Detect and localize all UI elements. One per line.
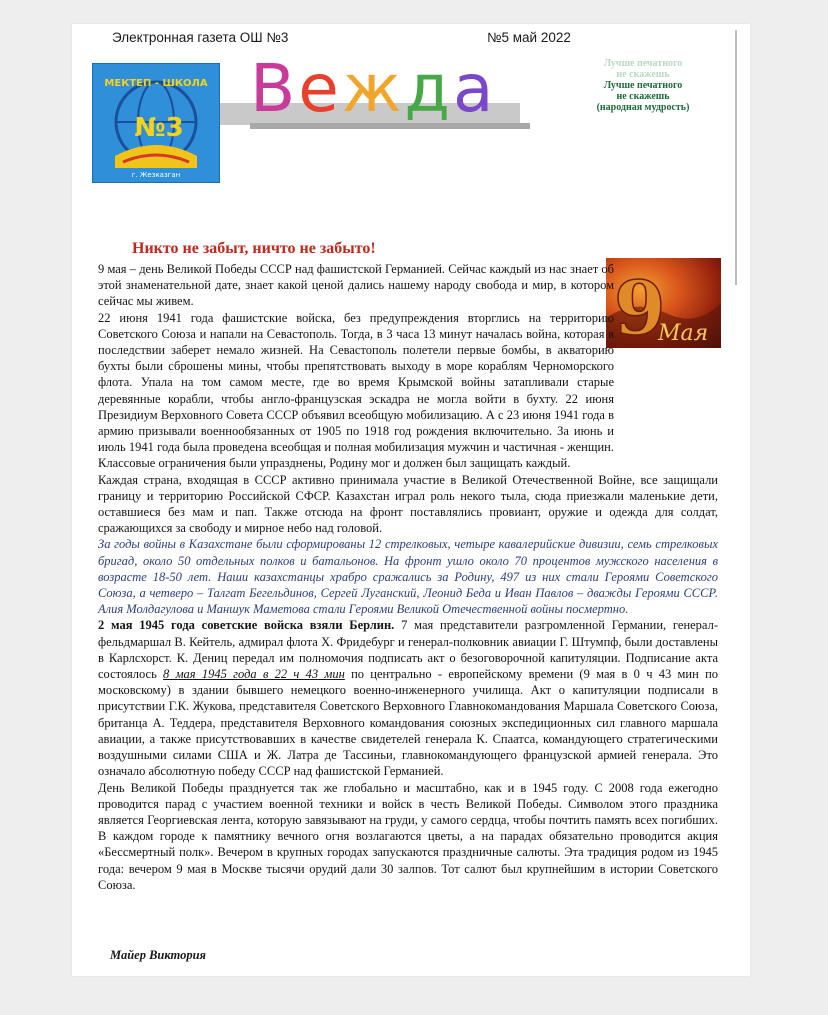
berlin-text-a: 7 мая представители разгромленной Германии, генерал-фельдмаршал В. Кейтель, адмирал флота Х. Фридебург и генерал-полковник авиации Г. Штумпф, были доставлены в Карлсхорст. К. Дениц передал им полномочия подписать акт о безоговорочной капитуляции. Подписание акта состоялось [98, 618, 718, 682]
paragraph-berlin [98, 617, 718, 779]
victory-day-image [606, 258, 721, 348]
article-headline: Никто не забыт, ничто не забыто! [132, 240, 376, 257]
title-letter: ж [341, 50, 405, 127]
paragraph-intro: 9 мая – день Великой Победы СССР над фашистской Германией. Сейчас каждый из нас знает об этой знаменательной дате, знает какой ценой дались нашему народу свобода и мир, в котором сейчас мы живем. [98, 262, 614, 309]
image-number: 9 [614, 266, 666, 348]
image-word: Мая [658, 321, 709, 346]
motto-line: не скажешь [616, 91, 670, 102]
title-letter: а [453, 50, 497, 127]
article-body [98, 261, 719, 893]
school-logo [92, 63, 220, 183]
surrender-date: 8 мая 1945 года в 22 ч 43 мин [163, 667, 345, 682]
issue-number: №5 май 2022 [487, 30, 571, 45]
paragraph-kazakhstan: Каждая страна, входящая в СССР активно принимала участие в Великой Отечественной Войне, все защищали границу и территорию Российской СФСР. Казахстан играл роль некого тыла, сюда приезжали маленькие дети, оставшиеся без мам и пап. Также отсюда на фронт поставлялись провиант, оружие и одежда для солдат, сражающихся за свободу и мирное небо над головой. [98, 472, 718, 536]
logo-number: №3 [134, 113, 184, 143]
title-letter: В [250, 50, 299, 127]
motto-ghost-line: Лучше печатного [603, 58, 683, 69]
berlin-bold-lead: 2 мая 1945 года советские войска взяли Берлин. [98, 618, 395, 633]
newspaper-subtitle: Электронная газета ОШ №3 [112, 30, 289, 45]
motto-line: Лучше печатного [603, 80, 683, 91]
motto-ghost-line: не скажешь [616, 69, 670, 80]
paragraph-june-1941: 22 июня 1941 года фашистские войска, без предупреждения вторглись на территорию Советского Союза и напали на Севастополь. Тогда, в 3 часа 13 минут началась война, которая в последствии заберет немало жизней. На Севастополь полетели первые бомбы, в акваторию бухты были сброшены мины, чтобы препятствовать выходу в море кораблям Черноморского флота. Упала на том самом месте, где во время Крымской войны затапливали старые деревянные корабли, чтобы англо-французская эскадра не могла войти в бухту. 22 июня Президиум Верховного Совета СССР объявил всеобщую мобилизацию. А с 23 июня 1941 года в армию призывали военнообязанных от 1905 по 1918 год рождения включительно. За июнь и июль 1941 года была проведена всеобщая и полная мобилизация мужчин и частичная - женщин. Классовые ограничения были упразднены, Родину мог и должен был защищать каждый. [98, 310, 614, 471]
paragraph-kazakhstan-units: За годы войны в Казахстане были сформированы 12 стрелковых, четыре кавалерийские дивизии, семь стрелковых бригад, около 50 отдельных полков и батальонов. На фронт ушло около 70 процентов мужского населения в возрасте 18-50 лет. Наши казахстанцы храбро сражались за Родину, 497 из них стали Героями Советского Союза, а четверо – Талгат Бегельдинов, Сергей Луганский, Леонид Беда и Иван Павлов – дважды Героями СССР. Алия Молдагулова и Маншук Маметова стали Героями Великой Отечественной войны посмертно. [98, 537, 718, 617]
logo-city: г. Жезказган [131, 171, 181, 179]
title-letter: е [298, 50, 342, 127]
article-author: Майер Виктория [110, 948, 206, 962]
logo-top-text: МЕКТЕП - ШКОЛА [104, 78, 208, 89]
paragraph-today: День Великой Победы празднуется так же глобально и масштабно, как и в 1945 году. С 2008 года ежегодно проводится парад с участием военной техники и войск в честь Великой Победы. Символом этого праздника является Георгиевская лента, которую завязывают на груди, у самого сердца, чтобы почтить память всех погибших. В каждом городе к памятнику вечного огня возлагаются цветы, а на парадах обязательно проводится акция «Бессмертный полк». Вечером в крупных городах запускаются праздничные салюты. Эта традиция родом из 1945 года: вечером 9 мая в Москве тысячи орудий дали 30 залпов. Тот салют был крупнейшим в истории Советского Союза. [98, 780, 718, 892]
motto-attribution: (народная мудрость) [596, 102, 690, 113]
newspaper-title [250, 50, 496, 127]
motto-block [568, 58, 718, 113]
berlin-text-b: по центрально - европейскому времени (9 мая в 0 ч 43 мин по московскому) в здании бывшего немецкого военно-инженерного училища. Акт о капитуляции подписали в присутствии Г.К. Жукова, представителя Советского Верховного Главнокомандования Маршала Советского Союза, британца А. Теддера, представителя Верховного командования союзных экспедиционных сил главного маршала авиации, а также присутствовавших в качестве свидетелей генерала К. Спаатса, командующего стратегическими воздушными силами США и Ж. Латра де Тассиньи, главнокомандующего французской армией генерала. Это означало абсолютную победу СССР над фашистской Германией. [98, 667, 719, 779]
title-letter: д [404, 50, 453, 127]
page-scrollbar[interactable] [735, 30, 737, 285]
